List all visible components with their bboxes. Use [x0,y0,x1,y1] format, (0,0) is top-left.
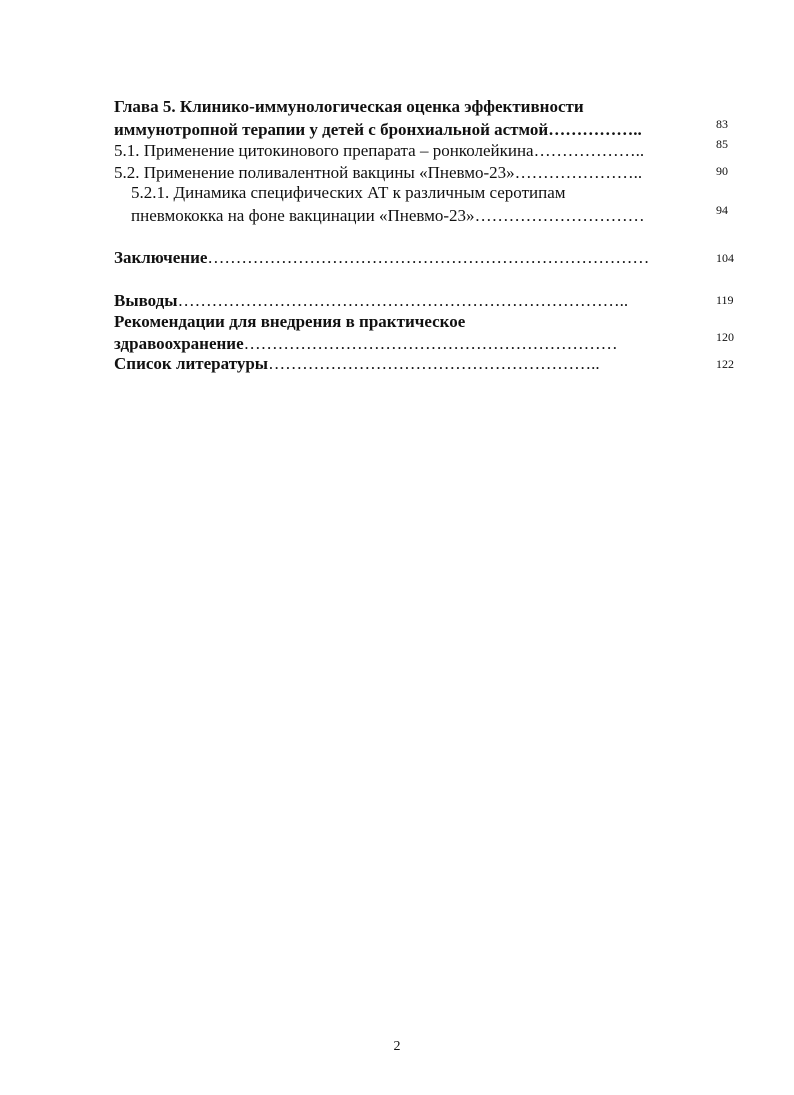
toc-leader-dots: ………………………………………………….. [268,354,600,373]
toc-entry-title: Заключение [114,248,208,267]
toc-page-number: 94 [716,203,728,217]
toc-entry-findings [114,291,700,311]
toc-entry-5-2-1-title-line1: 5.2.1. Динамика специфических АТ к различным серотипам [131,183,566,202]
toc-entry-5-2 [114,163,699,183]
toc-entry-title: здравоохранение [114,334,244,353]
toc-entry-title: 5.1. Применение цитокинового препарата – ронколейкина [114,141,534,160]
toc-entry-recommendations-title-line1: Рекомендации для внедрения в практическое [114,312,466,331]
toc-leader-dots: ………………………… [474,206,645,225]
toc-leader-dots: ………………………………………………………… [243,334,618,353]
toc-leader-dots: …………………………………………………………………… [207,248,650,267]
toc-leader-dots: ………………….. [514,163,643,182]
toc-entry-5-1 [114,141,699,161]
footer-page-number: 2 [393,1039,401,1054]
toc-page-number: 104 [716,251,734,265]
toc-leader-dots: …………………………………………………………………….. [177,291,629,310]
toc-entry-title: пневмококка на фоне вакцинации «Пневмо-23» [131,206,475,225]
toc-page-number: 90 [716,164,728,178]
toc-page-number: 119 [716,293,734,307]
toc-leader-dots: ……………….. [533,141,645,160]
toc-page-number: 83 [716,117,728,131]
toc-entry-conclusion [114,248,704,268]
toc-entry-title: Список литературы [114,354,269,373]
toc-entry-references [114,354,708,374]
toc-entry-recommendations-title-line2 [114,334,704,354]
toc-page-number: 120 [716,330,734,344]
toc-entry-chapter5-title-line2 [114,120,699,140]
toc-entry-title: иммунотропной терапии у детей с бронхиальной астмой [114,120,549,139]
toc-page-number: 85 [716,137,728,151]
toc-entry-title: 5.2. Применение поливалентной вакцины «Пневмо-23» [114,163,515,182]
toc-entry-title: Выводы [114,291,178,310]
toc-leader-dots: …………….. [548,120,642,139]
toc-entry-chapter5-title-line1: Глава 5. Клинико-иммунологическая оценка эффективности [114,97,584,116]
toc-entry-5-2-1-title-line2 [131,206,701,226]
toc-page-number: 122 [716,357,734,371]
